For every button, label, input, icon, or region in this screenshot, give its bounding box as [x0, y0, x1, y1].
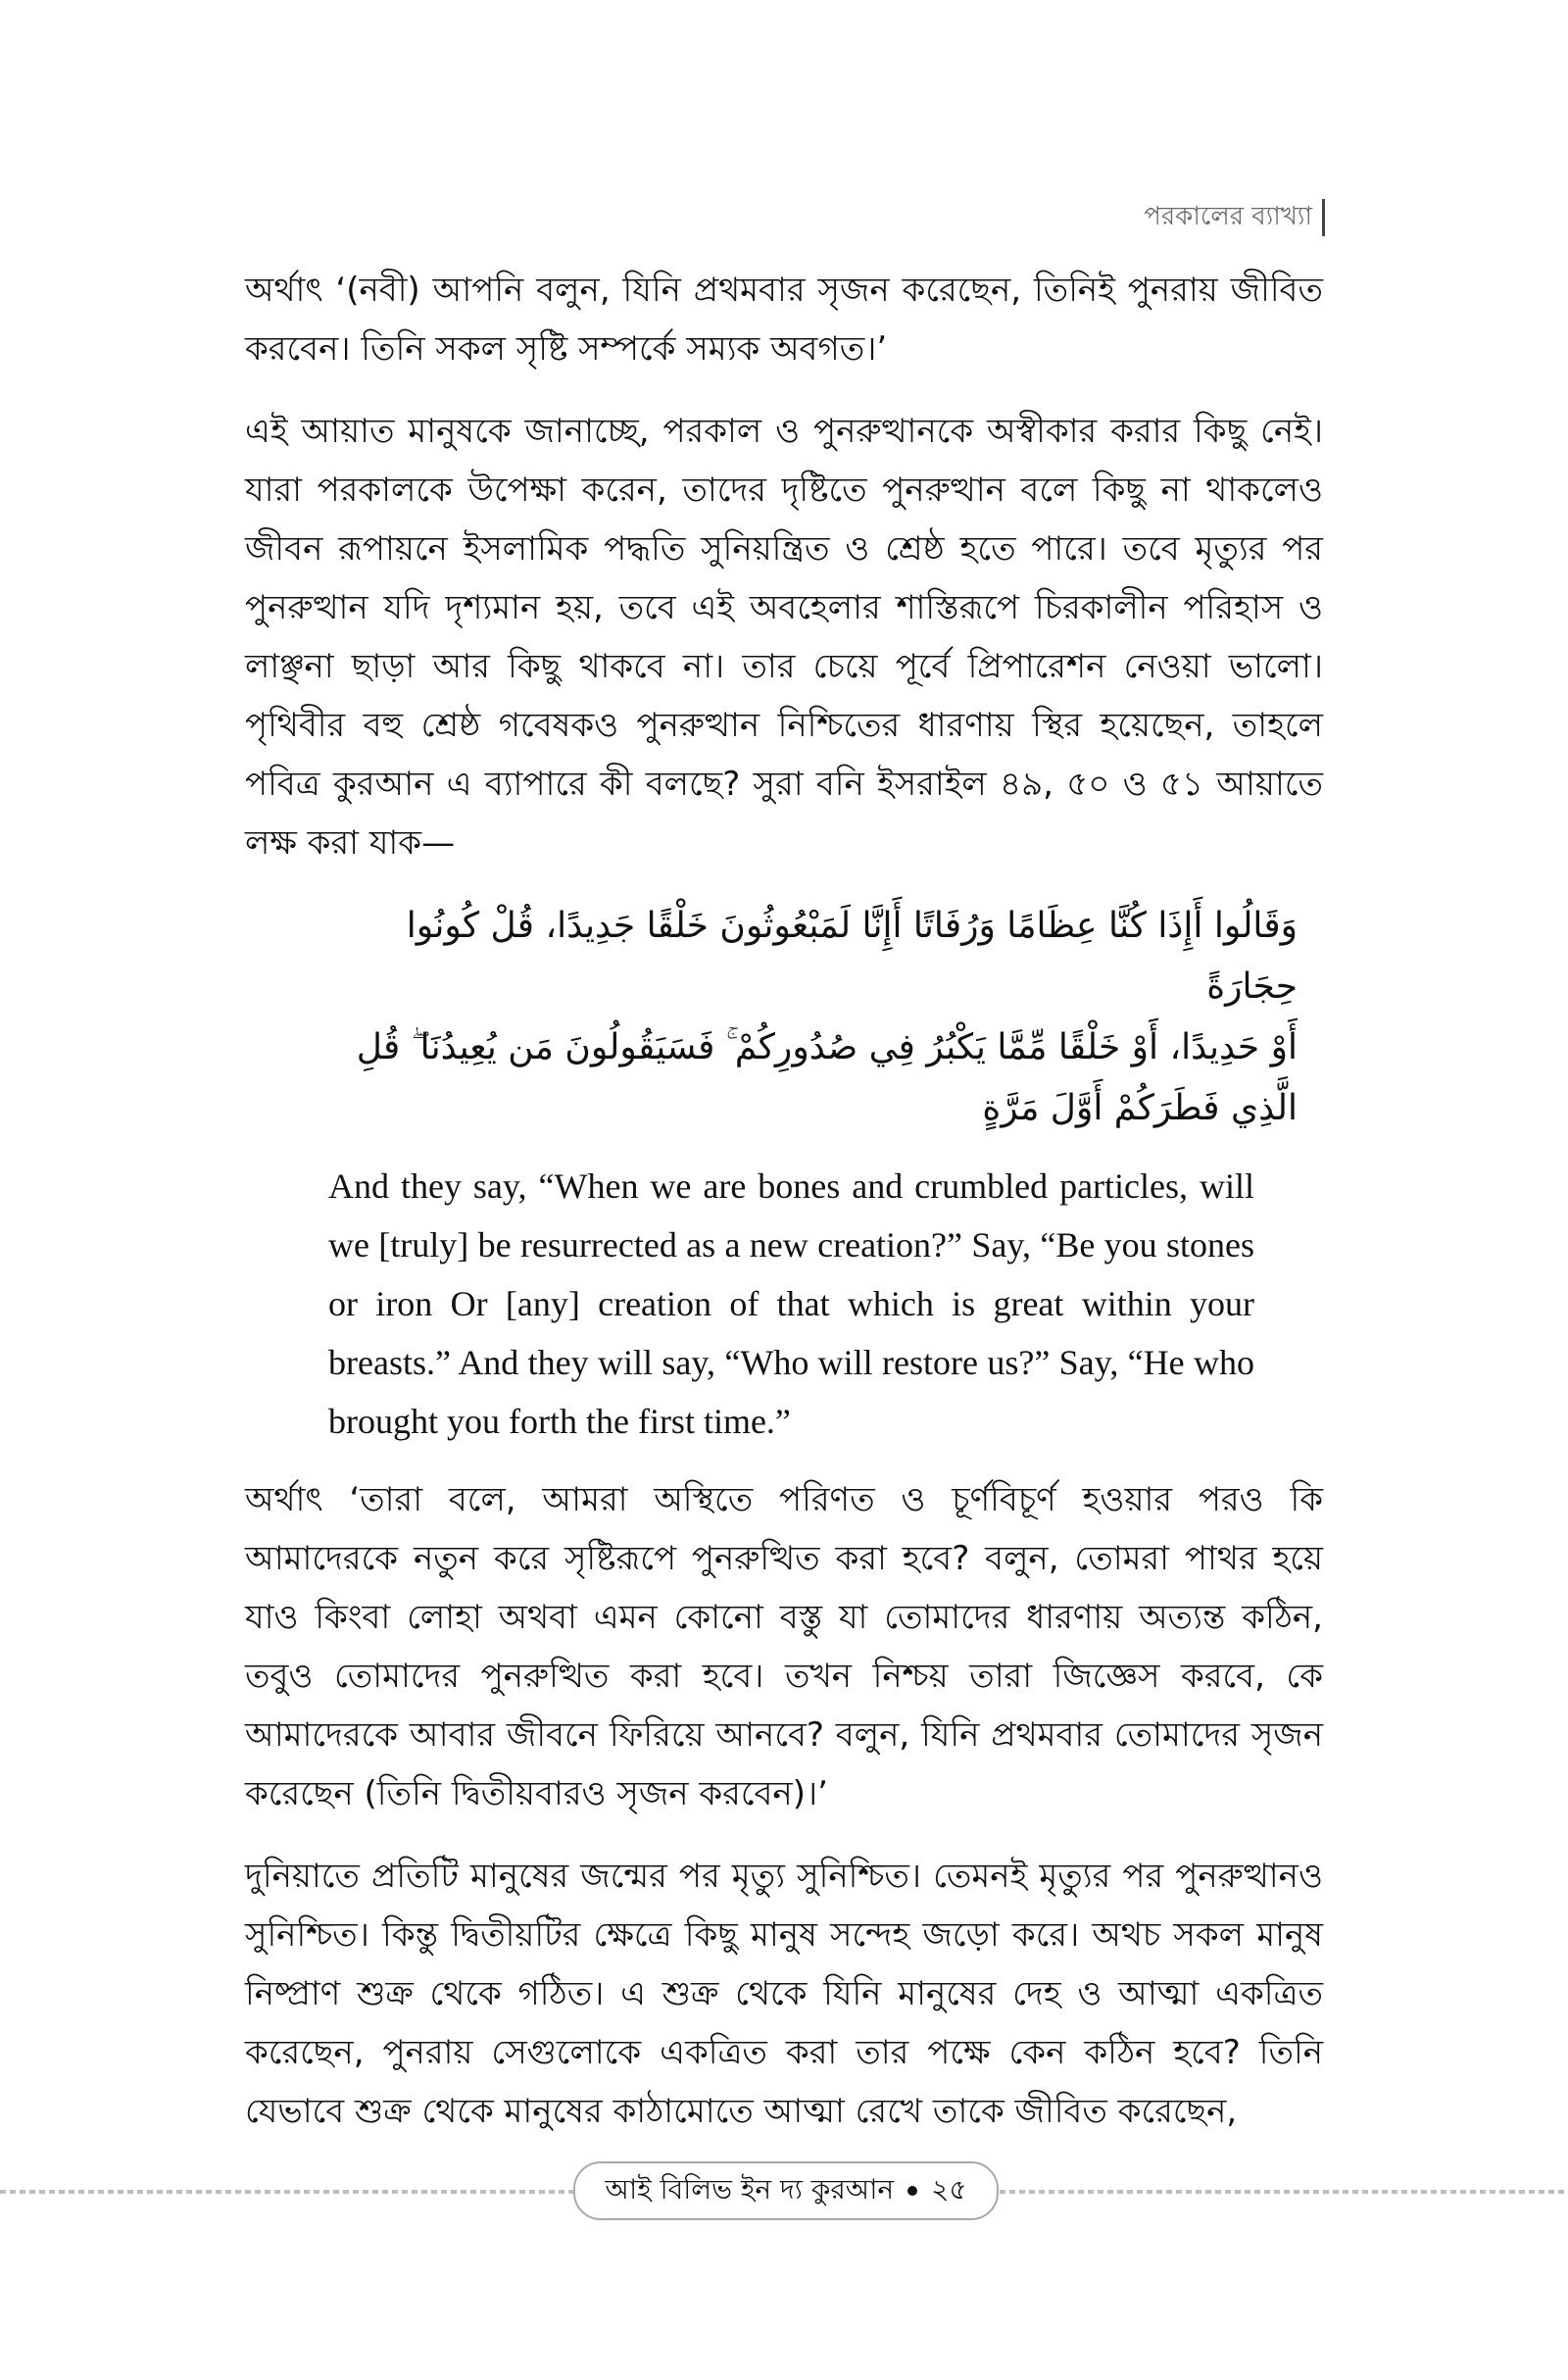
page-number: ২৫ [931, 2172, 967, 2206]
page-footer [0, 2157, 1568, 2225]
footer-rule-right [980, 2190, 1568, 2194]
arabic-line: الَّذِي فَطَرَكُمْ أَوَّلَ مَرَّةٍ [982, 1088, 1298, 1128]
running-title: পরকালের ব্যাখ্যা [1144, 202, 1312, 231]
book-title: আই বিলিভ ইন দ্য কুরআন [605, 2172, 895, 2206]
bullet-icon [907, 2186, 917, 2196]
arabic-line: وَقَالُوا أَإِذَا كُنَّا عِظَامًا وَرُفَاتًا أَإِنَّا لَمَبْعُوثُونَ خَلْقًا جَدِيدًا، قُلْ كُونُوا حِجَارَةً [406, 906, 1298, 1007]
paragraph-2: এই আয়াত মানুষকে জানাচ্ছে, পরকাল ও পুনরুত্থানকে অস্বীকার করার কিছু নেই। যারা পরকালকে উপেক্ষা করেন, তাদের দৃষ্টিতে পুনরুত্থান বলে কিছু না থাকলেও জীবন রূপায়নে ইসলামিক পদ্ধতি সুনিয়ন্ত্রিত ও শ্রেষ্ঠ হতে পারে। তবে মৃত্যুর পর পুনরুত্থান যদি দৃশ্যমান হয়, তবে এই অবহেলার শাস্তিরূপে চিরকালীন পরিহাস ও লাঞ্ছনা ছাড়া আর কিছু থাকবে না। তার চেয়ে পূর্বে প্রিপারেশন নেওয়া ভালো। পৃথিবীর বহু শ্রেষ্ঠ গবেষকও পুনরুত্থান নিশ্চিতের ধারণায় স্থির হয়েছেন, তাহলে পবিত্র কুরআন এ ব্যাপারে কী বলছে? সুরা বনি ইসরাইল ৪৯, ৫০ ও ৫১ আয়াতে লক্ষ করা যাক— [245, 412, 1323, 863]
header-divider [1322, 199, 1325, 236]
english-translation: And they say, “When we are bones and crumbled particles, will we [truly] be resurrected as a new creation?” Say, “Be you stones or iron Or [any] creation of that which is great within your breasts.” And they will say, “Who will restore us?” Say, “He who brought you forth the first time.” [328, 1166, 1254, 1441]
running-header [1144, 196, 1325, 239]
paragraph-3: অর্থাৎ ‘তারা বলে, আমরা অস্থিতে পরিণত ও চূর্ণবিচূর্ণ হওয়ার পরও কি আমাদেরকে নতুন করে সৃষ্টিরূপে পুনরুত্থিত করা হবে? বলুন, তোমরা পাথর হয়ে যাও কিংবা লোহা অথবা এমন কোনো বস্তু যা তোমাদের ধারণায় অত্যন্ত কঠিন, তবুও তোমাদের পুনরুত্থিত করা হবে। তখন নিশ্চয় তারা জিজ্ঞেস করবে, কে আমাদেরকে আবার জীবনে ফিরিয়ে আনবে? বলুন, যিনি প্রথমবার তোমাদের সৃজন করেছেন (তিনি দ্বিতীয়বারও সৃজন করবেন)।’ [245, 1480, 1323, 1813]
paragraph-4: দুনিয়াতে প্রতিটি মানুষের জন্মের পর মৃত্যু সুনিশ্চিত। তেমনই মৃত্যুর পর পুনরুত্থানও সুনিশ্চিত। কিন্তু দ্বিতীয়টির ক্ষেত্রে কিছু মানুষ সন্দেহ জড়ো করে। অথচ সকল মানুষ নিষ্প্রাণ শুক্র থেকে গঠিত। এ শুক্র থেকে যিনি মানুষের দেহ ও আত্মা একত্রিত করেছেন, পুনরায় সেগুলোকে একত্রিত করা তার পক্ষে কেন কঠিন হবে? তিনি যেভাবে শুক্র থেকে মানুষের কাঠামোতে আত্মা রেখে তাকে জীবিত করেছেন, [245, 1857, 1323, 2131]
arabic-verse [328, 896, 1298, 1139]
footer-rule-left [0, 2190, 588, 2194]
footer-label [573, 2161, 999, 2220]
arabic-line: أَوْ حَدِيدًا، أَوْ خَلْقًا مِّمَّا يَكْبُرُ فِي صُدُورِكُمْ ۚ فَسَيَقُولُونَ مَن يُعِيدُنَا ۖ قُلِ [356, 1027, 1298, 1067]
paragraph-1: অর্থাৎ ‘(নবী) আপনি বলুন, যিনি প্রথমবার সৃজন করেছেন, তিনিই পুনরায় জীবিত করবেন। তিনি সকল সৃষ্টি সম্পর্কে সম্যক অবগত।’ [245, 271, 1323, 369]
page-content [245, 261, 1323, 2164]
